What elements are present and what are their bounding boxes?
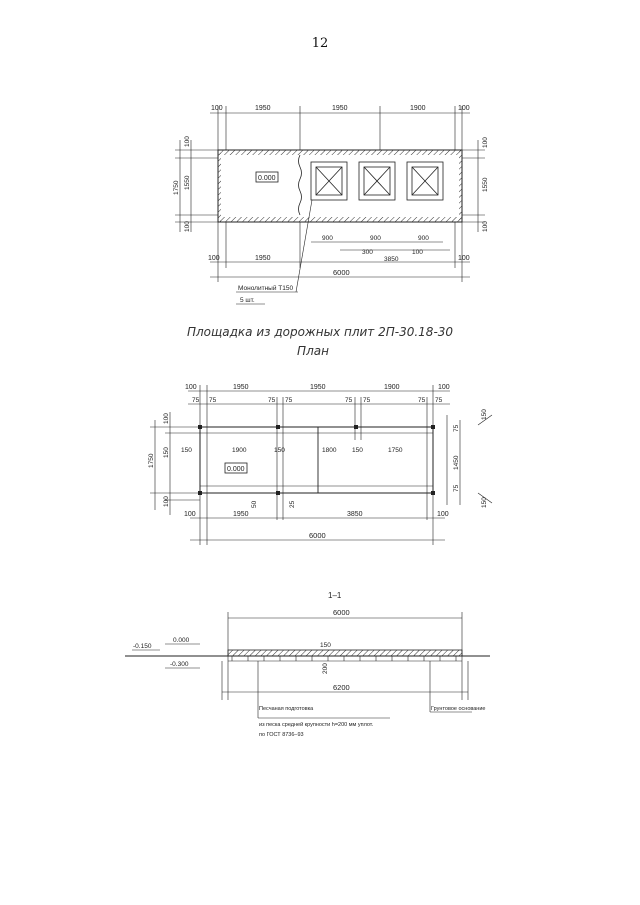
section-mark-150: 150 — [320, 642, 331, 649]
section-bottom-total: 6200 — [333, 683, 350, 692]
plan2-inner-dim-5: 1750 — [388, 447, 403, 454]
plan1-bottom-dim-2: 1950 — [255, 255, 271, 262]
plan2-inner-dim-3: 1800 — [322, 447, 337, 454]
plan2-75-8: 75 — [435, 397, 443, 404]
plan2-right-dim-1: 150 — [481, 409, 488, 420]
plan1-level: 0.000 — [258, 175, 276, 182]
plan2-mark-25: 25 — [289, 500, 296, 508]
plan1-top-dim-4: 1900 — [410, 105, 426, 112]
plan1-right-dim-2: 1550 — [482, 177, 489, 192]
plan-1 — [173, 105, 489, 304]
plan1-total: 6000 — [333, 268, 350, 277]
plan2-right-dim-3: 1450 — [453, 455, 460, 470]
section-note-3: по ГОСТ 8736–93 — [259, 732, 304, 738]
plan1-right-dim-3: 100 — [482, 221, 489, 232]
drawing-title: Площадка из дорожных плит 2П-30.18-30 — [186, 325, 454, 339]
plan2-75-4: 75 — [285, 397, 293, 404]
plan2-bottom-dim-3: 3850 — [347, 511, 363, 518]
plan2-bottom-dim-4: 100 — [437, 511, 449, 518]
plan2-bottom-dim-2: 1950 — [233, 511, 249, 518]
plan1-small-dim-3: 100 — [412, 249, 423, 256]
plan2-level: 0.000 — [227, 466, 245, 473]
section-note-2: из песка средней крупности h=200 мм уплот. — [259, 722, 374, 728]
plan1-top-dim-3: 1950 — [332, 105, 348, 112]
plan2-75-7: 75 — [418, 397, 426, 404]
plan1-top-dim-2: 1950 — [255, 105, 271, 112]
plan1-left-dim-4: 100 — [184, 221, 191, 232]
plan1-leader-sub: 5 шт. — [240, 297, 255, 304]
plan1-top-dim-5: 100 — [458, 105, 470, 112]
plan1-bottom-dim-1: 100 — [208, 255, 220, 262]
plan2-top-dim-1: 100 — [185, 384, 197, 391]
plan2-inner-dim-1: 1900 — [232, 447, 247, 454]
plan2-left-dim-4: 100 — [163, 496, 170, 507]
plan2-left-dim-1: 100 — [163, 413, 170, 424]
plan2-inner-dim-4: 150 — [352, 447, 363, 454]
plan2-left-dim-2: 150 — [163, 447, 170, 458]
plan1-leader-label: Монолитный Т150 — [238, 285, 294, 292]
plan1-top-dim-1: 100 — [211, 105, 223, 112]
plan1-bottom-dim-3: 100 — [458, 255, 470, 262]
plan1-right-dim-1: 100 — [482, 137, 489, 148]
plan2-total: 6000 — [309, 531, 326, 540]
plan2-75-2: 75 — [209, 397, 217, 404]
page-number: 12 — [311, 36, 329, 51]
plan2-bottom-dim-1: 100 — [184, 511, 196, 518]
section-label: 1–1 — [328, 591, 342, 600]
plan2-75-5: 75 — [345, 397, 353, 404]
plan2-mark-50: 50 — [251, 500, 258, 508]
plan2-top-dim-5: 100 — [438, 384, 450, 391]
plan2-right-dim-2: 75 — [453, 424, 460, 432]
plan2-75-3: 75 — [268, 397, 276, 404]
plan2-75-1: 75 — [192, 397, 200, 404]
plan2-right-dim-4: 75 — [453, 484, 460, 492]
drawing-subtitle: План — [297, 344, 329, 358]
plan1-left-dim-2: 1550 — [184, 175, 191, 190]
plan1-mid-dim-2: 900 — [370, 235, 381, 242]
plan2-top-dim-3: 1950 — [310, 384, 326, 391]
section-note-right: Грунтовое основание — [431, 706, 486, 712]
section-1-1 — [125, 591, 490, 738]
plan2-75-6: 75 — [363, 397, 371, 404]
plan2-top-dim-4: 1900 — [384, 384, 400, 391]
section-level-1: -0.150 — [133, 643, 152, 650]
plan1-left-dim-3: 1750 — [173, 180, 180, 195]
section-slab — [228, 650, 462, 656]
plan2-right-dim-5: 150 — [481, 497, 488, 508]
plan2-top-dim-2: 1950 — [233, 384, 249, 391]
section-level-3: -0.300 — [170, 661, 189, 668]
plan1-mid-dim-3: 900 — [418, 235, 429, 242]
plan2-left-dim-3: 1750 — [148, 453, 155, 468]
plan2-inner-150: 150 — [181, 447, 192, 454]
section-top-total: 6000 — [333, 608, 350, 617]
plan1-pits — [311, 162, 443, 200]
plan2-inner-dim-2: 150 — [274, 447, 285, 454]
plan1-mid-dim-1: 900 — [322, 235, 333, 242]
section-note-1: Песчаная подготовка — [259, 706, 314, 712]
plan1-small-dim-1: 300 — [362, 249, 373, 256]
plan1-left-dim-1: 100 — [184, 136, 191, 147]
plan1-small-dim-2: 3850 — [384, 256, 399, 263]
plan-2 — [148, 384, 492, 545]
section-mark-200: 200 — [322, 663, 329, 674]
section-level-2: 0.000 — [173, 637, 190, 644]
